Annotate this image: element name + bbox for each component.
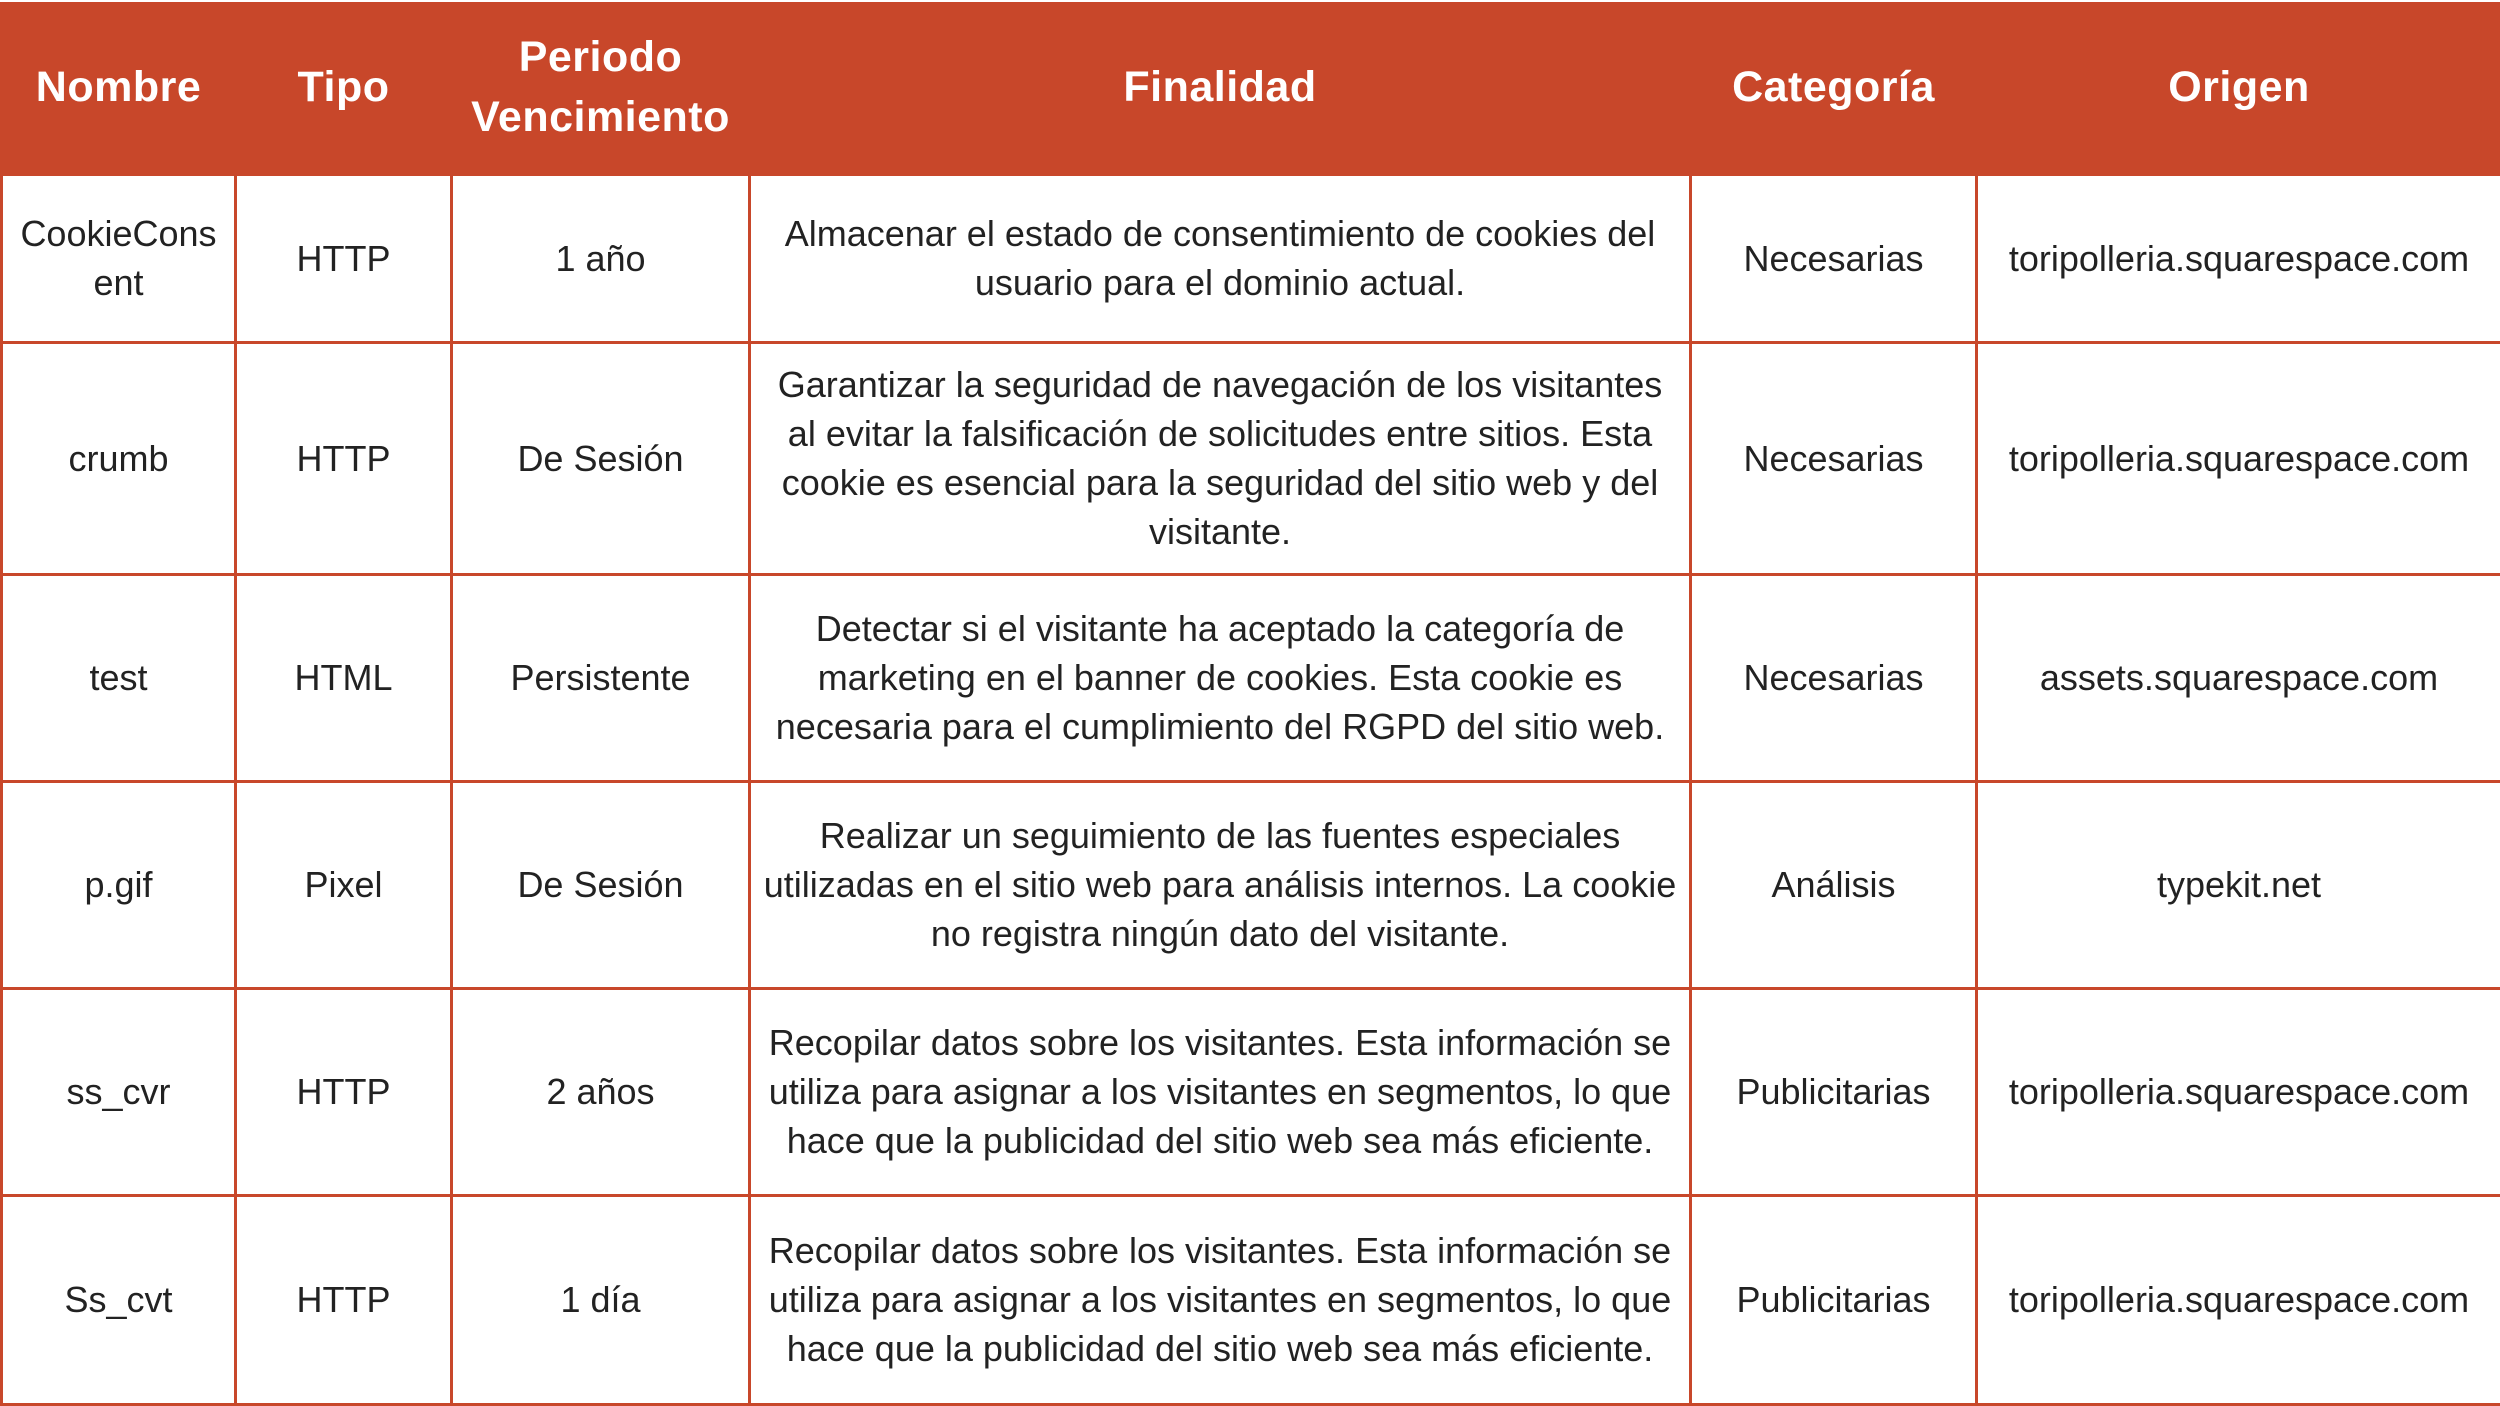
table-header-row — [2, 2, 2500, 174]
cell-nombre: CookieConsent — [2, 174, 236, 342]
cell-origen: toripolleria.squarespace.com — [1977, 988, 2500, 1195]
cell-nombre: ss_cvr — [2, 988, 236, 1195]
table-row — [2, 174, 2500, 342]
cell-tipo: HTTP — [236, 342, 452, 574]
table-row — [2, 574, 2500, 781]
cell-finalidad: Recopilar datos sobre los visitantes. Esta información se utiliza para asignar a los visitantes en segmentos, lo que hace que la publicidad del sitio web sea más eficiente. — [750, 988, 1691, 1195]
cell-tipo: HTTP — [236, 1195, 452, 1404]
cell-origen: assets.squarespace.com — [1977, 574, 2500, 781]
cell-categoria: Análisis — [1691, 781, 1977, 988]
cell-nombre: test — [2, 574, 236, 781]
cell-origen: toripolleria.squarespace.com — [1977, 174, 2500, 342]
cell-periodo: 1 año — [452, 174, 750, 342]
cell-nombre: Ss_cvt — [2, 1195, 236, 1404]
cell-tipo: HTTP — [236, 174, 452, 342]
cell-categoria: Necesarias — [1691, 574, 1977, 781]
header-origen: Origen — [1977, 2, 2500, 174]
cell-finalidad: Detectar si el visitante ha aceptado la categoría de marketing en el banner de cookies. Esta cookie es necesaria para el cumplimiento del RGPD del sitio web. — [750, 574, 1691, 781]
cell-categoria: Publicitarias — [1691, 1195, 1977, 1404]
cell-periodo: Persistente — [452, 574, 750, 781]
cell-finalidad: Recopilar datos sobre los visitantes. Esta información se utiliza para asignar a los visitantes en segmentos, lo que hace que la publicidad del sitio web sea más eficiente. — [750, 1195, 1691, 1404]
table-row — [2, 988, 2500, 1195]
header-tipo: Tipo — [236, 2, 452, 174]
cell-origen: toripolleria.squarespace.com — [1977, 342, 2500, 574]
cell-periodo: De Sesión — [452, 342, 750, 574]
cell-finalidad: Realizar un seguimiento de las fuentes especiales utilizadas en el sitio web para análisis internos. La cookie no registra ningún dato del visitante. — [750, 781, 1691, 988]
header-nombre: Nombre — [2, 2, 236, 174]
header-finalidad: Finalidad — [750, 2, 1691, 174]
table-row — [2, 1195, 2500, 1404]
cell-categoria: Necesarias — [1691, 174, 1977, 342]
table-row — [2, 342, 2500, 574]
cell-periodo: De Sesión — [452, 781, 750, 988]
cookie-table — [0, 2, 2500, 1406]
table-row — [2, 781, 2500, 988]
cell-tipo: HTML — [236, 574, 452, 781]
cell-nombre: p.gif — [2, 781, 236, 988]
header-periodo-vencimiento — [452, 2, 750, 174]
header-periodo-line1: Periodo — [518, 33, 683, 82]
cell-origen: typekit.net — [1977, 781, 2500, 988]
cell-origen: toripolleria.squarespace.com — [1977, 1195, 2500, 1404]
cell-tipo: Pixel — [236, 781, 452, 988]
cell-finalidad: Almacenar el estado de consentimiento de cookies del usuario para el dominio actual. — [750, 174, 1691, 342]
cell-nombre: crumb — [2, 342, 236, 574]
cell-periodo: 1 día — [452, 1195, 750, 1404]
cell-categoria: Publicitarias — [1691, 988, 1977, 1195]
header-periodo-line2: Vencimiento — [471, 93, 730, 142]
cell-periodo: 2 años — [452, 988, 750, 1195]
cell-tipo: HTTP — [236, 988, 452, 1195]
cell-categoria: Necesarias — [1691, 342, 1977, 574]
header-categoria: Categoría — [1691, 2, 1977, 174]
cell-finalidad: Garantizar la seguridad de navegación de los visitantes al evitar la falsificación de solicitudes entre sitios. Esta cookie es esencial para la seguridad del sitio web y del visitante. — [750, 342, 1691, 574]
